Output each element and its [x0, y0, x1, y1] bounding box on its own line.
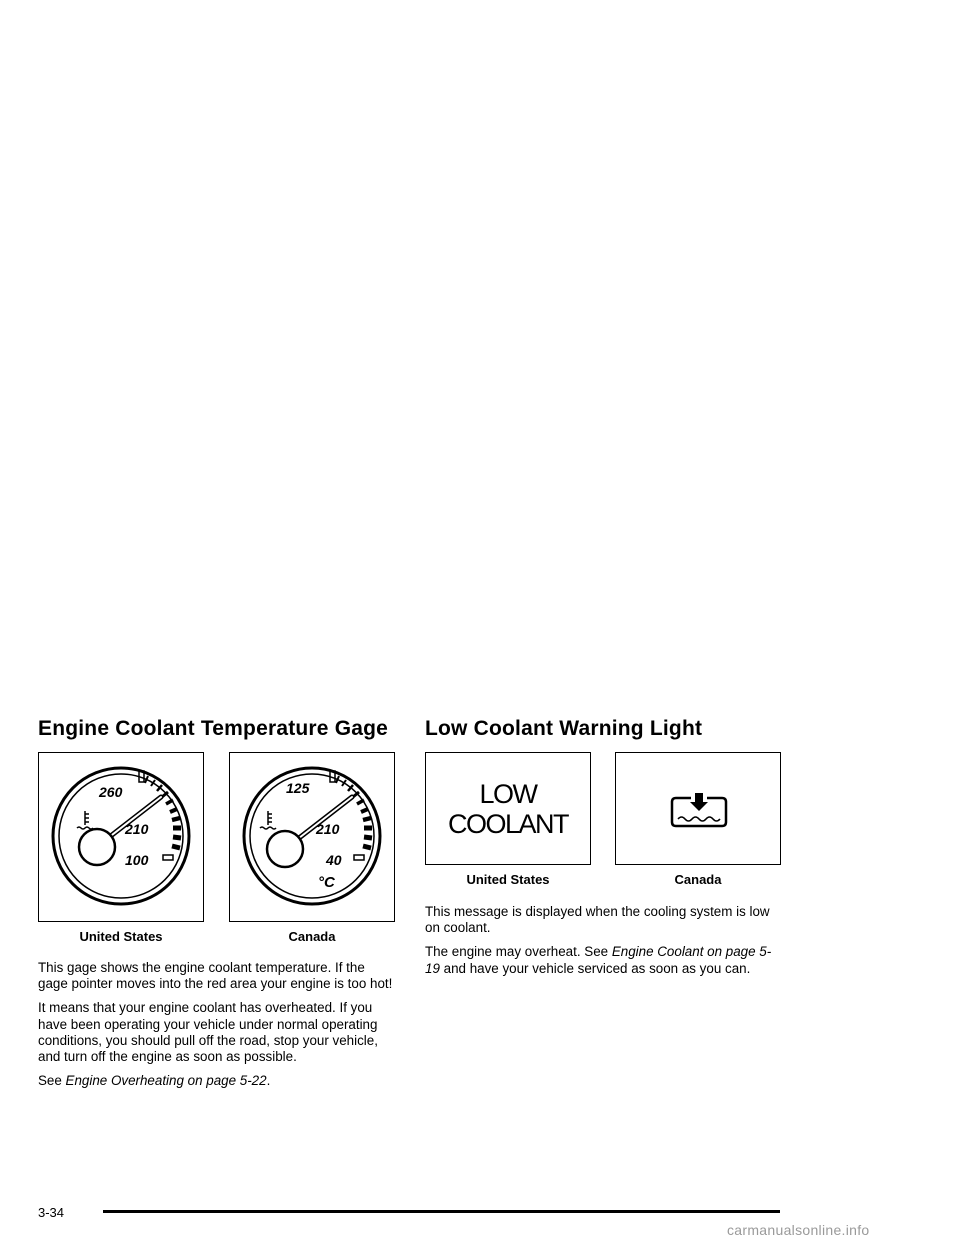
- cross-reference-link[interactable]: Engine Coolant on page 5-19: [425, 944, 772, 976]
- paragraph: This gage shows the engine coolant temperature. If the gage pointer moves into the red area your engine is too hot!: [38, 960, 393, 992]
- paragraph: It means that your engine coolant has overheated. If you have been operating your vehicle under normal operating conditions, you should pull off the road, stop your vehicle, and turn off the engine as soon as possible.: [38, 1000, 378, 1065]
- watermark: carmanualsonline.info: [727, 1222, 870, 1238]
- gauge-panel-canada: [229, 752, 395, 922]
- paragraph-see-reference: [425, 944, 780, 976]
- low-coolant-message: [426, 779, 590, 839]
- text: The engine may overheat. See: [425, 944, 612, 960]
- light-caption-canada: Canada: [674, 872, 722, 887]
- gauge-hub: [79, 829, 115, 865]
- text: and have your vehicle serviced as soon as you can.: [439, 960, 751, 976]
- temperature-gauge-us: [39, 753, 202, 920]
- temperature-gauge-canada: [230, 753, 393, 920]
- gauge-tick-label: 125: [286, 780, 310, 796]
- message-line: LOW: [479, 779, 537, 809]
- paragraph-see-reference: [38, 1073, 398, 1089]
- light-caption-us: United States: [466, 872, 550, 887]
- gauge-tick-label: 210: [125, 821, 149, 837]
- warning-light-panel-canada: [615, 752, 781, 865]
- text: See: [38, 1073, 66, 1089]
- gauge-caption-us: United States: [79, 929, 163, 944]
- gauge-tick-label: 260: [99, 784, 123, 800]
- gauge-panel-us: [38, 752, 204, 922]
- warning-light-panel-us: [425, 752, 591, 865]
- page-number: 3-34: [38, 1205, 65, 1220]
- coolant-reservoir-icon: [670, 792, 728, 828]
- footer-rule: [103, 1210, 780, 1213]
- cross-reference-link[interactable]: Engine Overheating on page 5-22: [65, 1073, 267, 1089]
- gauge-caption-canada: Canada: [288, 929, 336, 944]
- text: .: [266, 1073, 271, 1089]
- right-body-text: [425, 904, 780, 985]
- message-line: COOLANT: [447, 809, 569, 839]
- section-title-coolant-gage: Engine Coolant Temperature Gage: [38, 717, 389, 740]
- gauge-unit-label: °C: [318, 874, 335, 891]
- gauge-tick-label: 210: [316, 821, 340, 837]
- section-title-low-coolant: Low Coolant Warning Light: [425, 717, 703, 740]
- gauge-tick-label: 100: [125, 852, 149, 868]
- gauge-hub: [267, 831, 303, 867]
- gauge-tick-label: 40: [326, 852, 342, 868]
- paragraph: This message is displayed when the cooling system is low on coolant.: [425, 904, 770, 936]
- left-body-text: [38, 960, 398, 1097]
